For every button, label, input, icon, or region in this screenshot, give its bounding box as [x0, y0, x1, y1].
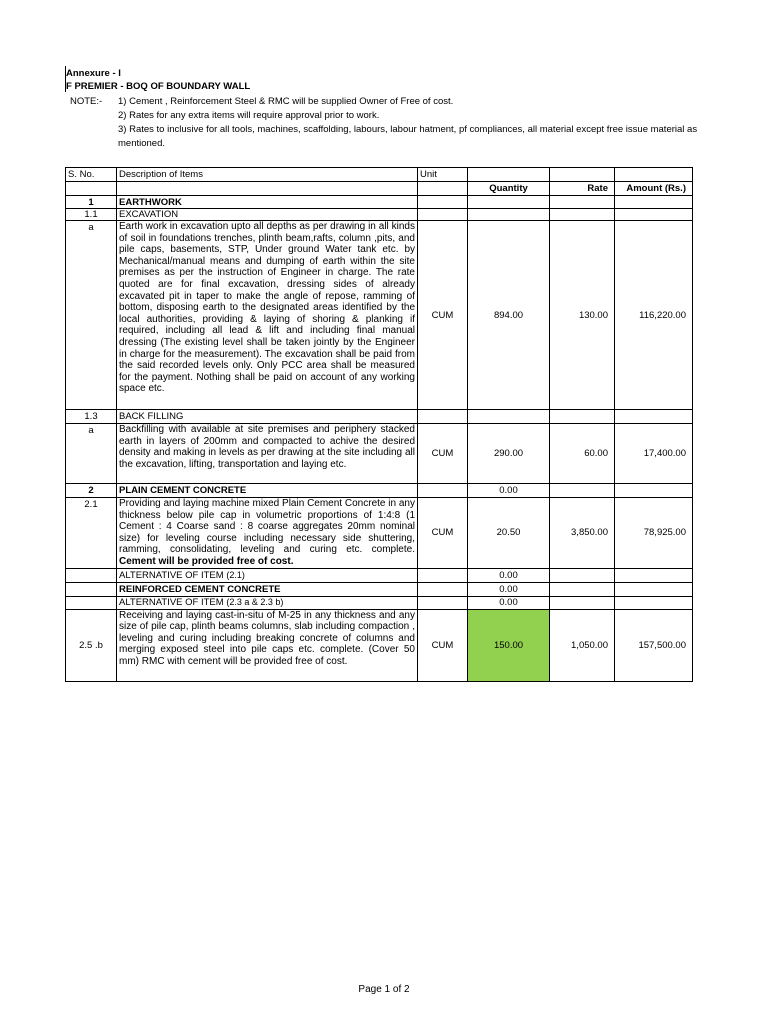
- cell-amount: 17,400.00: [615, 424, 693, 484]
- cell-unit: CUM: [418, 609, 468, 681]
- cell-desc: [117, 596, 418, 609]
- table-header-row: [66, 168, 693, 182]
- cell-sno: 1: [66, 196, 117, 209]
- cell-sno: [66, 568, 117, 582]
- cell-sno: [66, 596, 117, 609]
- cell-qty: 0.00: [468, 582, 550, 596]
- cell-sno: 1.1: [66, 209, 117, 221]
- cell-desc: Receiving and laying cast-in-situ of M-25 in any thickness and any size of pile cap, plinth beams columns, slab including compaction , leveling and curing including breaking concrete of columns and merging exposed steel into pile caps etc. complete. (Cover 50 mm) RMC with cement will be provided free of cost.: [117, 609, 418, 681]
- cell-unit: [418, 484, 468, 498]
- cell-amount: [615, 484, 693, 498]
- header-quantity: Quantity: [468, 182, 550, 196]
- table-row: [66, 484, 693, 498]
- cell-unit: [418, 568, 468, 582]
- cell-qty: 894.00: [468, 221, 550, 410]
- cell-unit: CUM: [418, 424, 468, 484]
- table-subheader-row: [66, 182, 693, 196]
- cell-sno: 1.3: [66, 410, 117, 424]
- header-sno: S. No.: [66, 168, 117, 182]
- table-row: [66, 410, 693, 424]
- cell-rate: 60.00: [550, 424, 615, 484]
- cell-amount: [615, 596, 693, 609]
- cell-amount: [615, 209, 693, 221]
- cell-desc: Earth work in excavation upto all depths as per drawing in all kinds of soil in foundations trenches, plinth beam,rafts, column ,pits, and pile caps, basements, STP, Under ground Water tank etc. by Mechanical/manual means and dumping of earth within the site premises as per the instruction of Engineer in charge. The rate quoted are for final excavation, dressing sides of already excavated pit in taper to make the angle of repose, ramming of bottom, disposing earth to the designated areas identified by the local authorities, providing & laying of shoring & planking if required, including all lead & lift and including final manual dressing (The existing level shall be taken jointly by the Engineer in charge for the measurement). The excavation shall be paid from the said recorded levels only. Only PCC area shall be measured for the payment. Nothing shall be paid on account of any working space etc.: [117, 221, 418, 410]
- cell-qty: [468, 209, 550, 221]
- header-unit: Unit: [418, 168, 468, 182]
- desc-text: Providing and laying machine mixed Plain Cement Concrete in any thickness below pile cap in volumetric proportions of 1:4:8 (1 Cement : 4 Coarse sand : 8 coarse aggregates 20mm nominal size) for leveling course including necessary side shuttering, ramming, consolidating, leveling and curing etc. complete.: [119, 498, 415, 556]
- desc-ref: (2.3 a & 2.3 b): [226, 597, 284, 608]
- note-item-2: 2) Rates for any extra items will require approval prior to work.: [118, 110, 380, 121]
- cell-amount: [615, 196, 693, 209]
- page-number: Page 1 of 2: [358, 984, 410, 995]
- cell-rate: 130.00: [550, 221, 615, 410]
- cell-desc: [117, 498, 418, 569]
- desc-note-bold: Cement will be provided free of cost.: [119, 555, 294, 567]
- cell-unit: CUM: [418, 221, 468, 410]
- note-label: NOTE:-: [70, 96, 103, 107]
- cell-qty-highlighted: 150.00: [468, 609, 550, 681]
- header-amount: Amount (Rs.): [615, 182, 693, 196]
- cell-sno: 2.5 .b: [66, 609, 117, 681]
- cell-qty: [468, 410, 550, 424]
- table-row: [66, 568, 693, 582]
- cell-rate: 1,050.00: [550, 609, 615, 681]
- cell-desc: Backfilling with available at site premises and periphery stacked earth in layers of 200mm and compacted to achive the desired density and making in levels as per drawing at the site including all the excavation, lifting, transportation and laying etc.: [117, 424, 418, 484]
- table-row: [66, 596, 693, 609]
- cell-rate: [550, 196, 615, 209]
- cell-sno: a: [66, 424, 117, 484]
- boq-table: [65, 167, 693, 682]
- cell-amount: 116,220.00: [615, 221, 693, 410]
- desc-text: ALTERNATIVE OF ITEM: [119, 569, 224, 581]
- table-row: [66, 582, 693, 596]
- header-blank: [615, 168, 693, 182]
- table-row: [66, 424, 693, 484]
- cell-desc: PLAIN CEMENT CONCRETE: [117, 484, 418, 498]
- cell-unit: [418, 209, 468, 221]
- cell-qty: [468, 196, 550, 209]
- cell-amount: 78,925.00: [615, 498, 693, 569]
- cell-desc: EARTHWORK: [117, 196, 418, 209]
- cell-unit: [418, 596, 468, 609]
- table-row: [66, 196, 693, 209]
- cell-unit: [418, 196, 468, 209]
- cell-rate: [550, 209, 615, 221]
- cell-sno: a: [66, 221, 117, 410]
- cell-sno: 2.1: [66, 498, 117, 569]
- cell-qty: 0.00: [468, 484, 550, 498]
- cell-desc: [117, 568, 418, 582]
- header-blank: [117, 182, 418, 196]
- annexure-title: Annexure - I: [66, 68, 121, 79]
- cell-unit: [418, 582, 468, 596]
- cell-rate: [550, 568, 615, 582]
- table-row: [66, 209, 693, 221]
- cell-rate: 3,850.00: [550, 498, 615, 569]
- cell-qty: 0.00: [468, 568, 550, 582]
- header-blank: [66, 182, 117, 196]
- desc-text: ALTERNATIVE OF ITEM: [119, 597, 224, 609]
- cell-qty: 290.00: [468, 424, 550, 484]
- cell-amount: [615, 568, 693, 582]
- desc-ref: (2.1): [226, 569, 245, 580]
- cell-sno: 2: [66, 484, 117, 498]
- cell-desc: REINFORCED CEMENT CONCRETE: [117, 582, 418, 596]
- cell-sno: [66, 582, 117, 596]
- cell-qty: 20.50: [468, 498, 550, 569]
- cell-amount: [615, 410, 693, 424]
- header-blank: [468, 168, 550, 182]
- cell-unit: [418, 410, 468, 424]
- table-row: [66, 221, 693, 410]
- cell-qty: 0.00: [468, 596, 550, 609]
- cell-amount: 157,500.00: [615, 609, 693, 681]
- table-row: [66, 498, 693, 569]
- cell-amount: [615, 582, 693, 596]
- table-row: [66, 609, 693, 681]
- cell-rate: [550, 596, 615, 609]
- header-blank: [550, 168, 615, 182]
- cell-rate: [550, 410, 615, 424]
- header-desc: Description of Items: [117, 168, 418, 182]
- cell-desc: EXCAVATION: [117, 209, 418, 221]
- cell-unit: CUM: [418, 498, 468, 569]
- cell-rate: [550, 582, 615, 596]
- note-item-3: 3) Rates to inclusive for all tools, machines, scaffolding, labours, labour hatment, pf compliances, all material except free issue material as mentioned.: [118, 124, 698, 149]
- cell-rate: [550, 484, 615, 498]
- header-rate: Rate: [550, 182, 615, 196]
- note-item-1: 1) Cement , Reinforcement Steel & RMC will be supplied Owner of Free of cost.: [118, 96, 454, 107]
- cell-desc: BACK FILLING: [117, 410, 418, 424]
- document-title: F PREMIER - BOQ OF BOUNDARY WALL: [66, 81, 251, 92]
- header-blank: [418, 182, 468, 196]
